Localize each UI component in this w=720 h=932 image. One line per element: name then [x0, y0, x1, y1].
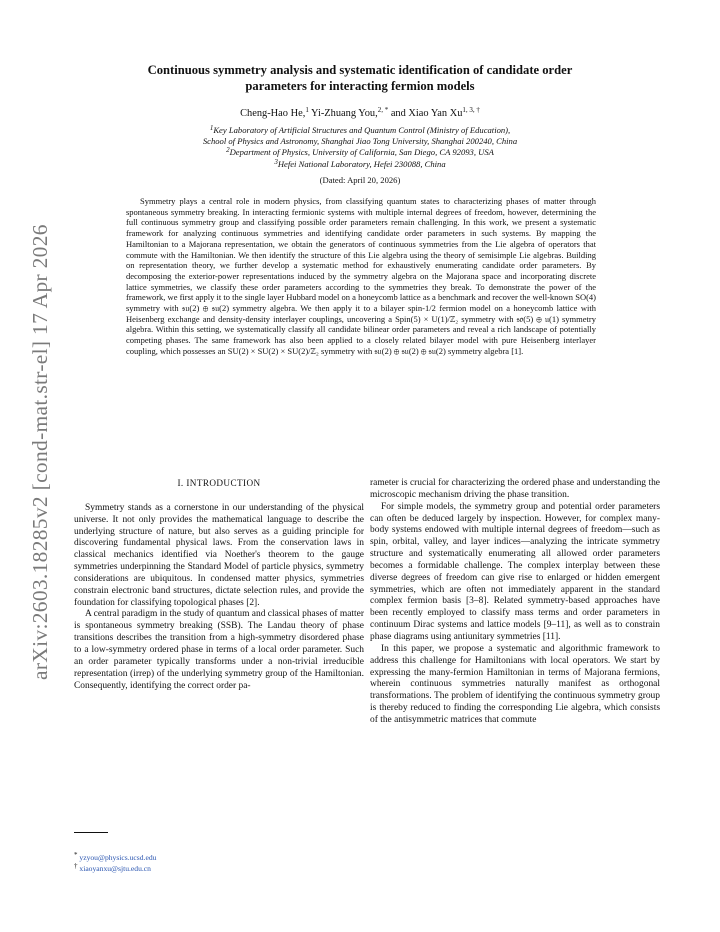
footnote-mark: † — [74, 862, 78, 870]
affiliation-line — [70, 147, 650, 158]
affiliations — [70, 125, 650, 170]
author-name: Cheng-Hao He, — [240, 108, 306, 119]
author-name: Yi-Zhuang You, — [308, 108, 378, 119]
footnotes — [74, 852, 156, 874]
author-name: and Xiao Yan Xu — [388, 108, 463, 119]
author-list — [70, 108, 650, 119]
date-line: (Dated: April 20, 2026) — [319, 175, 401, 185]
paragraph: Symmetry stands as a cornerstone in our understanding of the physical universe. It not only provides the mathematical language to describe the underlying structure of nature, but also serves as a guiding principle for discovering fundamental physical laws. From the conservation laws in classical mechanics identified via Noether's theorem to the gauge symmetries underpinning the Standard Model of particle physics, symmetry considerations are ubiquitous. In condensed matter physics, symmetries constrain electronic band structures, dictate selection rules, and provide the foundation for classifying topological phases [2]. — [74, 502, 364, 608]
right-column — [370, 478, 660, 727]
email-link[interactable]: yzyou@physics.ucsd.edu — [79, 853, 157, 862]
affiliation-text: Key Laboratory of Artificial Structures and Quantum Control (Ministry of Education), — [213, 125, 511, 135]
footnote-rule — [74, 832, 108, 833]
footnote-mark: * — [74, 851, 78, 859]
author-sup: 1 — [305, 106, 309, 114]
paragraph: rameter is crucial for characterizing the ordered phase and understanding the microscopic mechanism driving the phase transition. — [370, 478, 660, 500]
left-column — [74, 478, 364, 692]
author-sup: 2, * — [377, 106, 389, 114]
paragraph: A central paradigm in the study of quantum and classical phases of matter is spontaneous symmetry breaking (SSB). The Landau theory of phase transitions describes the transition from a high-symmetry disordered phase to a low-symmetry ordered phase in terms of a local order parameter. Such an order parameter typically transforms under a non-trivial irreducible representation (irrep) of the underlying symmetry group of the Hamiltonian. Consequently, identifying the correct order pa- — [74, 609, 364, 691]
title-line-1: Continuous symmetry analysis and systematic identification of candidate order — [147, 63, 573, 77]
affiliation-line — [70, 136, 650, 147]
affiliation-sup: 2 — [226, 146, 230, 155]
affiliation-text: Department of Physics, University of California, San Diego, CA 92093, USA — [229, 147, 494, 158]
abstract: Symmetry plays a central role in modern physics, from classifying quantum states to characterizing phases of matter through spontaneous symmetry breaking. In interacting fermionic systems with multiple internal degrees of freedom, however, determining the full continuous symmetry group and classifying possible order parameters remain challenging. In this work, we present a systematic framework for analyzing continuous symmetries and identifying candidate order parameters in such systems. By mapping the Hamiltonian to a Majorana representation, we obtain the generators of continuous symmetries from the Lie algebra of operators that commute with the Hamiltonian. We then identify the structure of this Lie algebra using the theory of semisimple Lie algebras. Building on representation theory, we further develop a systematic method for exhaustively enumerating candidate order parameters. By decomposing the exterior-power representations induced by the symmetry algebra on the Majorana space and incorporating discrete lattice symmetries, we classify these order parameters according to the symmetries they break. To demonstrate the power of the framework, we first apply it to the single layer Hubbard model on a honeycomb lattice as a benchmark and recover the well-known SO(4) symmetry with 𝔰𝔲(2) ⊕ 𝔰𝔲(2) symmetry algebra. We then apply it to a bilayer spin-1/2 fermion model on a honeycomb lattice with Heisenberg exchange and density-density interlayer couplings, uncovering a Spin(5) × U(1)/ℤ₂ symmetry with 𝔰𝔬(5) ⊕ 𝔲(1) symmetry algebra. Within this setting, we systematically classify all candidate bilinear order parameters and reveal a rich landscape of potentially competing phases. The same framework has also been applied to a closely related bilayer model with pure Heisenberg interlayer coupling, which possesses an SU(2) × SU(2) × SU(2)/ℤ₂ symmetry with 𝔰𝔲(2) ⊕ 𝔰𝔲(2) ⊕ 𝔰𝔲(2) symmetry algebra [1]. — [126, 196, 596, 356]
arxiv-id: arXiv:2603.18285v2 [cond-mat.str-el] 17 Apr 2026 — [28, 224, 52, 680]
section-heading: I. INTRODUCTION — [177, 478, 261, 488]
paper-title — [70, 62, 650, 94]
footnote — [74, 863, 156, 874]
affiliation-text: School of Physics and Astronomy, Shanghai Jiao Tong University, Shanghai 200240, China — [202, 136, 518, 147]
title-line-2: parameters for interacting fermion models — [245, 79, 475, 93]
author-sup: 1, 3, † — [462, 106, 480, 114]
affiliation-line — [70, 159, 650, 170]
affiliation-sup: 1 — [209, 124, 214, 132]
affiliation-line — [70, 125, 650, 136]
email-link[interactable]: xiaoyanxu@sjtu.edu.cn — [79, 864, 151, 873]
paragraph: For simple models, the symmetry group and potential order parameters can often be deduced largely by inspection. However, for complex many-body systems endowed with multiple internal degrees of freedom—such as spin, orbital, valley, and layer indices—analyzing the intricate symmetry structure and systematically enumerating all allowed order parameters becomes a formidable challenge. The complex interplay between these diverse degrees of freedom can give rise to enlarged or hidden emergent symmetries, which are often not immediately apparent in the standard complex fermion basis [3–8]. Related symmetry-based approaches have been recently employed to classify mass terms and order parameters in continuum Dirac systems and lattice models [9–11], as well as to constrain phase diagrams using antiunitary symmetries [11]. — [370, 501, 660, 642]
arxiv-stamp — [4, 200, 52, 680]
footnote — [74, 852, 156, 863]
affiliation-text: Hefei National Laboratory, Hefei 230088, China — [277, 158, 446, 169]
paragraph: In this paper, we propose a systematic and algorithmic framework to address this challenge for Hamiltonians with local operators. We start by expressing the many-fermion Hamiltonian in terms of Majorana fermions, wherein continuous symmetries naturally manifest as orthogonal transformations. The problem of identifying the continuous symmetry group is thereby reduced to finding the corresponding Lie algebra, which consists of the antisymmetric matrices that commute — [370, 643, 660, 725]
affiliation-sup: 3 — [274, 157, 278, 166]
